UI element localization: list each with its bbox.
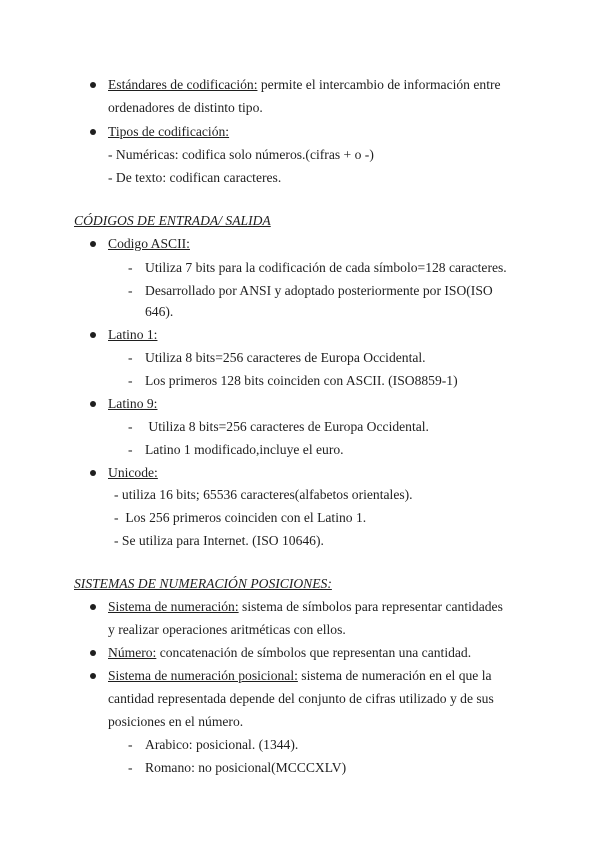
dash-marker: - [128,350,133,365]
bullet-icon [90,604,96,610]
dash-marker: - [128,760,133,775]
sistema-item [108,597,503,617]
tipos-item [108,122,229,142]
ascii-item [108,234,190,254]
posicional-text: sistema de numeración en el que la [297,668,492,683]
posicional-item [108,666,492,686]
ascii-sub-2-cont: 646). [145,304,174,319]
dash-marker: - [128,373,133,388]
posicional-term: Sistema de numeración posicional: [108,668,298,683]
bullet-icon [90,82,96,88]
unicode-term: Unicode: [108,465,158,480]
latino9-sub-2: Latino 1 modificado,incluye el euro. [145,442,344,457]
numero-item [108,643,471,663]
ascii-term: Codigo ASCII: [108,236,190,251]
section-heading-sistemas: SISTEMAS DE NUMERACIÓN POSICIONES: [74,576,332,591]
latino1-item [108,325,157,345]
bullet-icon [90,241,96,247]
numero-term: Número: [108,645,157,660]
bullet-icon [90,650,96,656]
posicional-cont-1: cantidad representada depende del conjunto de cifras utilizado y de sus [108,691,494,706]
sistema-text: sistema de símbolos para representar cantidades [238,599,503,614]
sistema-term: Sistema de numeración: [108,599,239,614]
bullet-icon [90,401,96,407]
estandares-term: Estándares de codificación: [108,77,258,92]
tipos-term: Tipos de codificación: [108,124,230,139]
estandares-item [108,75,501,95]
dash-marker: - [128,442,133,457]
numero-text: concatenación de símbolos que representan una cantidad. [156,645,472,660]
bullet-icon [90,673,96,679]
latino1-sub-2: Los primeros 128 bits coinciden con ASCII. (ISO8859-1) [145,373,458,388]
ascii-sub-1: Utiliza 7 bits para la codificación de cada símbolo=128 caracteres. [145,260,507,275]
unicode-sub-3: - Se utiliza para Internet. (ISO 10646). [114,533,324,548]
unicode-sub-1: - utiliza 16 bits; 65536 caracteres(alfabetos orientales). [114,487,413,502]
posicional-sub-romano: Romano: no posicional(MCCCXLV) [145,760,347,775]
unicode-item [108,463,158,483]
dash-marker: - [128,260,133,275]
section-heading-codigos: CÓDIGOS DE ENTRADA/ SALIDA [74,213,271,228]
dash-marker: - [128,419,133,434]
unicode-sub-2: - Los 256 primeros coinciden con el Latino 1. [114,510,367,525]
ascii-sub-2: Desarrollado por ANSI y adoptado posteriormente por ISO(ISO [145,283,493,298]
tipos-sub-numericas: - Numéricas: codifica solo números.(cifras + o -) [108,147,374,162]
bullet-icon [90,332,96,338]
latino9-term: Latino 9: [108,396,158,411]
bullet-icon [90,470,96,476]
dash-marker: - [128,283,133,298]
latino1-sub-1: Utiliza 8 bits=256 caracteres de Europa Occidental. [145,350,426,365]
sistema-cont: y realizar operaciones aritméticas con ellos. [108,622,346,637]
posicional-cont-2: posiciones en el número. [108,714,244,729]
estandares-cont: ordenadores de distinto tipo. [108,100,263,115]
estandares-text: permite el intercambio de información entre [257,77,501,92]
latino9-sub-1: Utiliza 8 bits=256 caracteres de Europa Occidental. [145,419,429,434]
latino1-term: Latino 1: [108,327,158,342]
dash-marker: - [128,737,133,752]
bullet-icon [90,129,96,135]
tipos-sub-texto: - De texto: codifican caracteres. [108,170,282,185]
latino9-item [108,394,157,414]
posicional-sub-arabico: Arabico: posicional. (1344). [145,737,299,752]
